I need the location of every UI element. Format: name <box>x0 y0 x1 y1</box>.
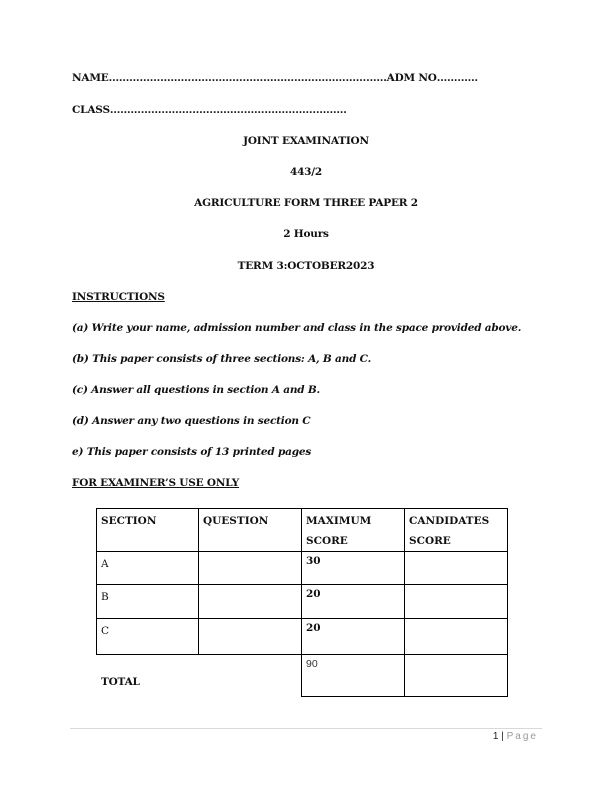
footer-divider <box>70 728 542 729</box>
subject-title: AGRICULTURE FORM THREE PAPER 2 <box>194 197 418 209</box>
col-header-question: QUESTION <box>198 508 302 552</box>
candidate-score-cell[interactable] <box>404 551 508 585</box>
question-cell[interactable] <box>198 551 302 585</box>
max-score-cell: 20 <box>301 618 405 655</box>
page-separator: | <box>501 731 504 742</box>
col-header-section: SECTION <box>96 508 199 552</box>
total-candidate-cell[interactable] <box>404 654 508 697</box>
section-cell: B <box>96 584 199 619</box>
duration: 2 Hours <box>283 228 329 240</box>
section-cell: C <box>96 618 199 655</box>
col-header-candidate: CANDIDATES SCORE <box>404 508 508 552</box>
candidate-score-cell[interactable] <box>404 584 508 619</box>
question-cell[interactable] <box>198 618 302 655</box>
col-header-max: MAXIMUM SCORE <box>301 508 405 552</box>
term: TERM 3:OCTOBER2023 <box>237 260 375 272</box>
page-number: 1 <box>492 731 499 742</box>
exam-title: JOINT EXAMINATION <box>243 135 369 147</box>
instruction-item: (c) Answer all questions in section A and B. <box>72 384 320 396</box>
instruction-item: e) This paper consists of 13 printed pages <box>72 446 312 458</box>
page-label: Page <box>506 731 538 742</box>
total-label: TOTAL <box>101 676 140 688</box>
paper-code: 443/2 <box>289 166 323 178</box>
total-max-cell: 90 <box>301 654 405 697</box>
max-score-cell: 20 <box>301 584 405 619</box>
name-adm-field: NAME………………………………………………………………………ADM NO………… <box>72 72 478 84</box>
section-cell: A <box>96 551 199 585</box>
instruction-item: (a) Write your name, admission number and class in the space provided above. <box>72 322 522 334</box>
examiner-heading: FOR EXAMINER’S USE ONLY <box>72 477 240 489</box>
instructions-heading: INSTRUCTIONS <box>72 291 165 303</box>
instruction-item: (d) Answer any two questions in section C <box>72 415 311 427</box>
instruction-item: (b) This paper consists of three sections: A, B and C. <box>72 353 372 365</box>
question-cell[interactable] <box>198 584 302 619</box>
candidate-score-cell[interactable] <box>404 618 508 655</box>
max-score-cell: 30 <box>301 551 405 585</box>
class-field: CLASS…………………………………………………………… <box>72 104 347 116</box>
page-footer <box>493 731 538 742</box>
